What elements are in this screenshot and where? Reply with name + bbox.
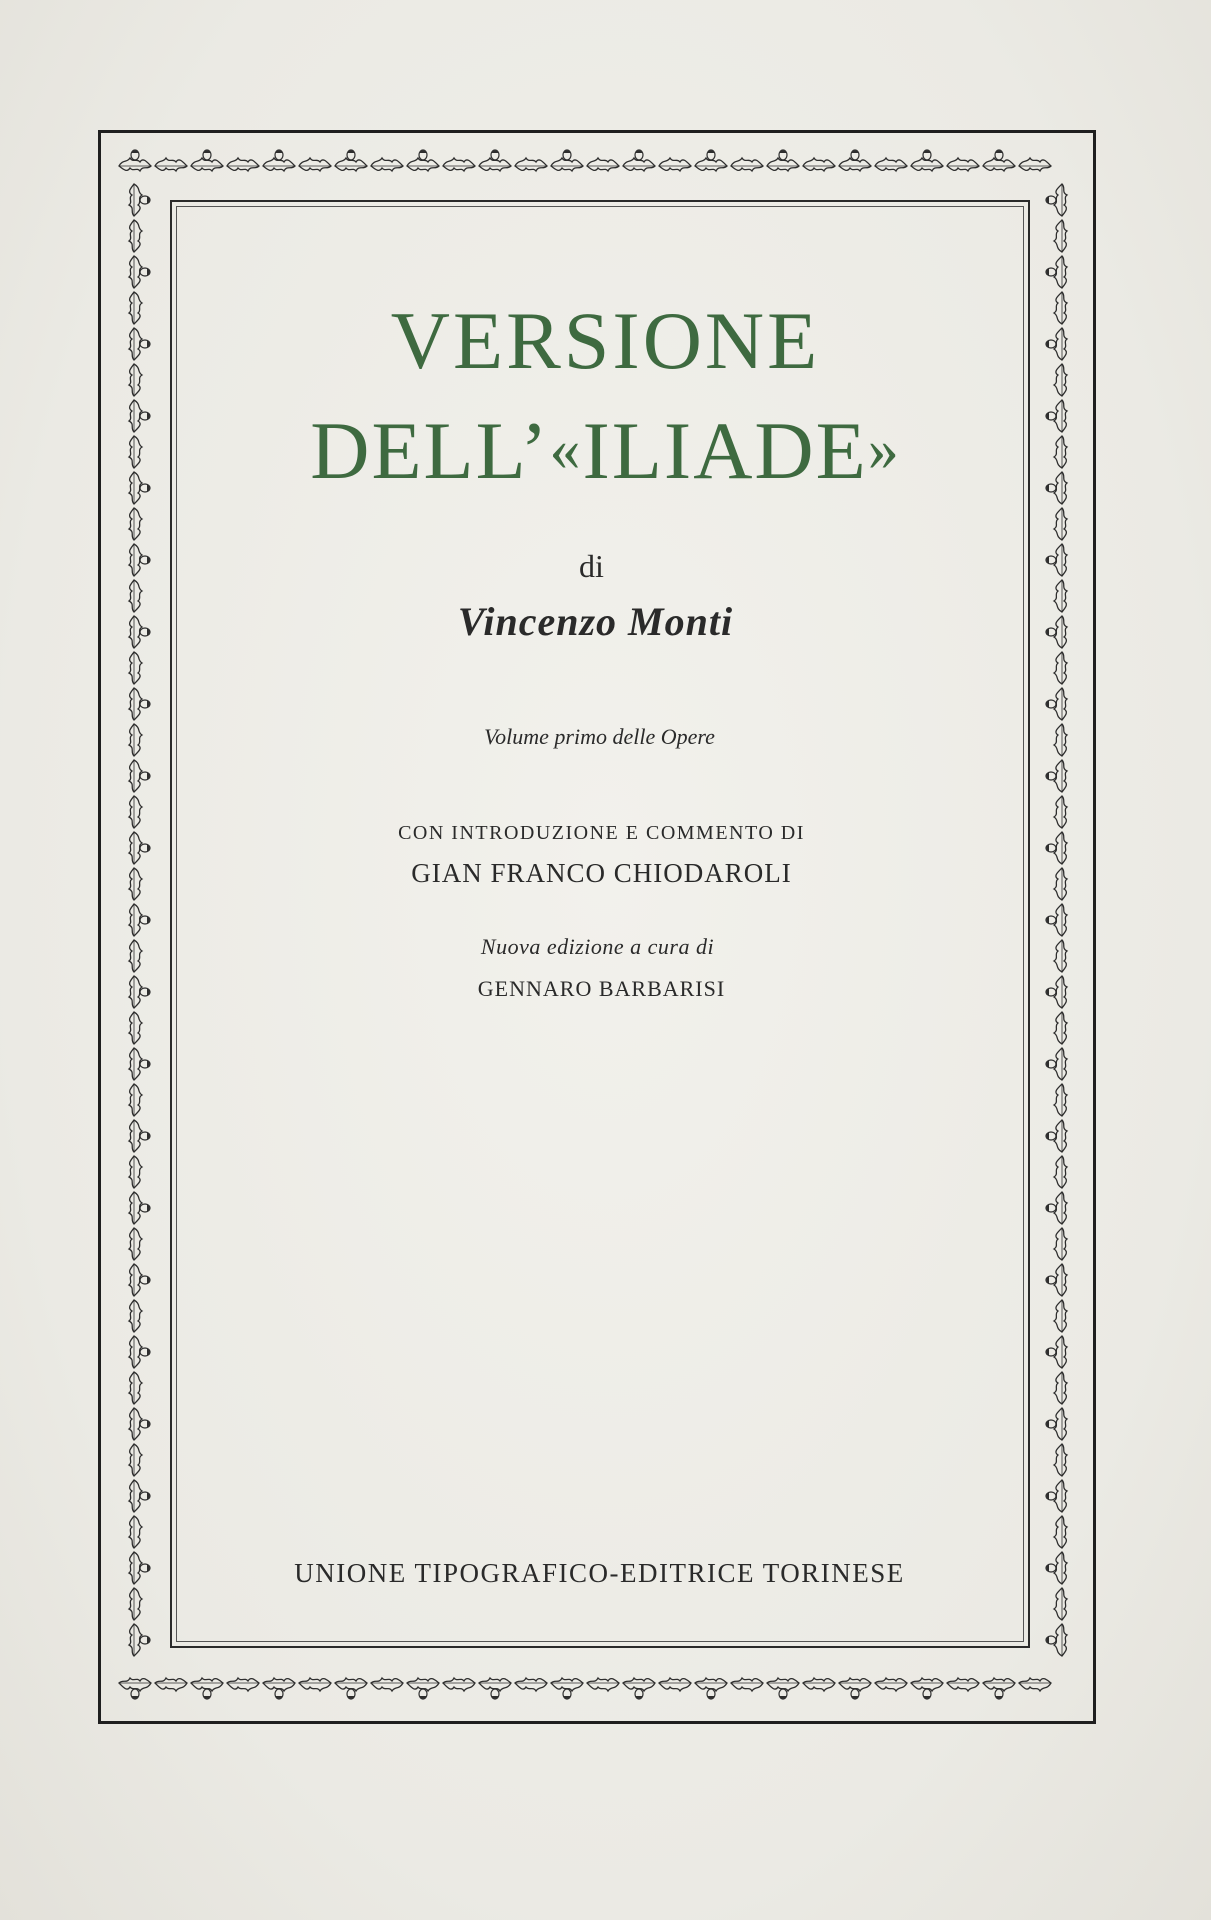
oak-leaf-ornament — [875, 1678, 907, 1691]
oak-leaf-ornament — [947, 158, 979, 171]
editor-name: GENNARO BARBARISI — [477, 976, 726, 1001]
oak-leaf-ornament — [551, 150, 583, 171]
open-quote: « — [549, 416, 583, 484]
new-edition-line: Nuova edizione a cura di — [480, 934, 715, 959]
oak-leaf-ornament — [1054, 220, 1067, 252]
oak-leaf-ornament — [695, 1678, 727, 1699]
oak-leaf-ornament — [767, 150, 799, 171]
oak-leaf-ornament — [1054, 508, 1067, 540]
oak-leaf-ornament — [191, 150, 223, 171]
oak-leaf-ornament — [1054, 1588, 1067, 1620]
oak-leaf-ornament — [1046, 1408, 1067, 1440]
by-label: di — [579, 548, 604, 584]
oak-leaf-ornament — [129, 760, 150, 792]
oak-leaf-ornament — [1054, 1372, 1067, 1404]
oak-leaf-ornament — [335, 150, 367, 171]
oak-leaf-ornament — [1046, 1192, 1067, 1224]
oak-leaf-ornament — [129, 1372, 142, 1404]
oak-leaf-ornament — [191, 1678, 223, 1699]
oak-leaf-ornament — [443, 158, 475, 171]
oak-leaf-ornament — [515, 158, 547, 171]
oak-leaf-ornament — [1046, 1048, 1067, 1080]
oak-leaf-ornament — [129, 508, 142, 540]
oak-leaf-ornament — [263, 150, 295, 171]
oak-leaf-ornament — [371, 1678, 403, 1691]
oak-leaf-ornament — [767, 1678, 799, 1699]
oak-leaf-ornament — [407, 150, 439, 171]
oak-leaf-ornament — [155, 1678, 187, 1691]
oak-leaf-ornament — [1046, 1480, 1067, 1512]
oak-leaf-ornament — [803, 1678, 835, 1691]
oak-leaf-ornament — [551, 1678, 583, 1699]
oak-leaf-ornament — [587, 158, 619, 171]
oak-leaf-ornament — [1054, 1228, 1067, 1260]
oak-leaf-ornament — [129, 1588, 142, 1620]
oak-leaf-ornament — [947, 1678, 979, 1691]
oak-leaf-ornament — [129, 1444, 142, 1476]
oak-leaf-ornament — [129, 652, 142, 684]
oak-leaf-ornament — [227, 158, 259, 171]
oak-leaf-ornament — [129, 256, 150, 288]
oak-leaf-ornament — [129, 1228, 142, 1260]
oak-leaf-ornament — [623, 1678, 655, 1699]
oak-leaf-ornament — [1054, 652, 1067, 684]
oak-leaf-ornament — [299, 1678, 331, 1691]
oak-leaf-ornament — [407, 1678, 439, 1699]
oak-leaf-ornament — [983, 1678, 1015, 1699]
oak-leaf-ornament — [1054, 1084, 1067, 1116]
oak-leaf-ornament — [1054, 1012, 1067, 1044]
volume-line: Volume primo delle Opere — [484, 724, 715, 749]
oak-leaf-ornament — [227, 1678, 259, 1691]
oak-leaf-ornament — [129, 1336, 150, 1368]
oak-leaf-ornament — [371, 158, 403, 171]
title-line-2 — [0, 404, 1211, 498]
oak-leaf-ornament — [1046, 256, 1067, 288]
oak-leaf-ornament — [129, 1156, 142, 1188]
oak-leaf-ornament — [1054, 1444, 1067, 1476]
oak-leaf-ornament — [1046, 904, 1067, 936]
oak-leaf-ornament — [587, 1678, 619, 1691]
oak-leaf-ornament — [129, 1084, 142, 1116]
oak-leaf-ornament — [1046, 1624, 1067, 1656]
oak-leaf-ornament — [1046, 760, 1067, 792]
oak-leaf-ornament — [731, 1678, 763, 1691]
oak-leaf-ornament — [129, 1516, 142, 1548]
oak-leaf-ornament — [911, 150, 943, 171]
oak-leaf-ornament — [659, 1678, 691, 1691]
oak-leaf-ornament — [623, 150, 655, 171]
oak-leaf-ornament — [129, 1624, 150, 1656]
oak-leaf-ornament — [1046, 1264, 1067, 1296]
oak-leaf-ornament — [479, 150, 511, 171]
oak-leaf-ornament — [1019, 158, 1051, 171]
oak-leaf-ornament — [119, 150, 151, 171]
introduction-line: CON INTRODUZIONE E COMMENTO DI — [398, 822, 805, 844]
oak-leaf-ornament — [263, 1678, 295, 1699]
oak-leaf-ornament — [479, 1678, 511, 1699]
oak-leaf-ornament — [803, 158, 835, 171]
oak-leaf-ornament — [659, 158, 691, 171]
oak-leaf-ornament — [335, 1678, 367, 1699]
commentator-name: GIAN FRANCO CHIODAROLI — [411, 858, 792, 888]
oak-leaf-ornament — [129, 1300, 142, 1332]
oak-leaf-ornament — [129, 1408, 150, 1440]
oak-leaf-ornament — [695, 150, 727, 171]
oak-leaf-ornament — [1054, 1156, 1067, 1188]
oak-leaf-ornament — [129, 1264, 150, 1296]
oak-leaf-ornament — [1046, 688, 1067, 720]
oak-leaf-ornament — [129, 1048, 150, 1080]
title-line-1: VERSIONE — [390, 295, 821, 386]
oak-leaf-ornament — [875, 158, 907, 171]
oak-leaf-ornament — [1019, 1678, 1051, 1691]
title-prefix: DELL’ — [310, 405, 550, 496]
oak-leaf-ornament — [299, 158, 331, 171]
oak-leaf-ornament — [129, 1480, 150, 1512]
oak-leaf-ornament — [129, 184, 150, 216]
oak-leaf-ornament — [129, 1192, 150, 1224]
oak-leaf-ornament — [515, 1678, 547, 1691]
author-name: Vincenzo Monti — [457, 599, 734, 644]
oak-leaf-ornament — [731, 158, 763, 171]
oak-leaf-ornament — [911, 1678, 943, 1699]
oak-leaf-ornament — [1046, 1120, 1067, 1152]
oak-leaf-ornament — [129, 904, 150, 936]
oak-leaf-ornament — [119, 1678, 151, 1699]
publisher-name: UNIONE TIPOGRAFICO-EDITRICE TORINESE — [294, 1558, 905, 1588]
oak-leaf-ornament — [1046, 184, 1067, 216]
title-word: ILIADE — [582, 405, 868, 496]
oak-leaf-ornament — [443, 1678, 475, 1691]
oak-leaf-ornament — [155, 158, 187, 171]
oak-leaf-ornament — [983, 150, 1015, 171]
close-quote: » — [867, 416, 901, 484]
oak-leaf-ornament — [129, 1120, 150, 1152]
oak-leaf-ornament — [129, 1012, 142, 1044]
oak-leaf-ornament — [129, 688, 150, 720]
oak-leaf-ornament — [1054, 1516, 1067, 1548]
oak-leaf-ornament — [839, 150, 871, 171]
oak-leaf-ornament — [129, 220, 142, 252]
oak-leaf-ornament — [1046, 1336, 1067, 1368]
oak-leaf-ornament — [839, 1678, 871, 1699]
oak-leaf-ornament — [1054, 1300, 1067, 1332]
